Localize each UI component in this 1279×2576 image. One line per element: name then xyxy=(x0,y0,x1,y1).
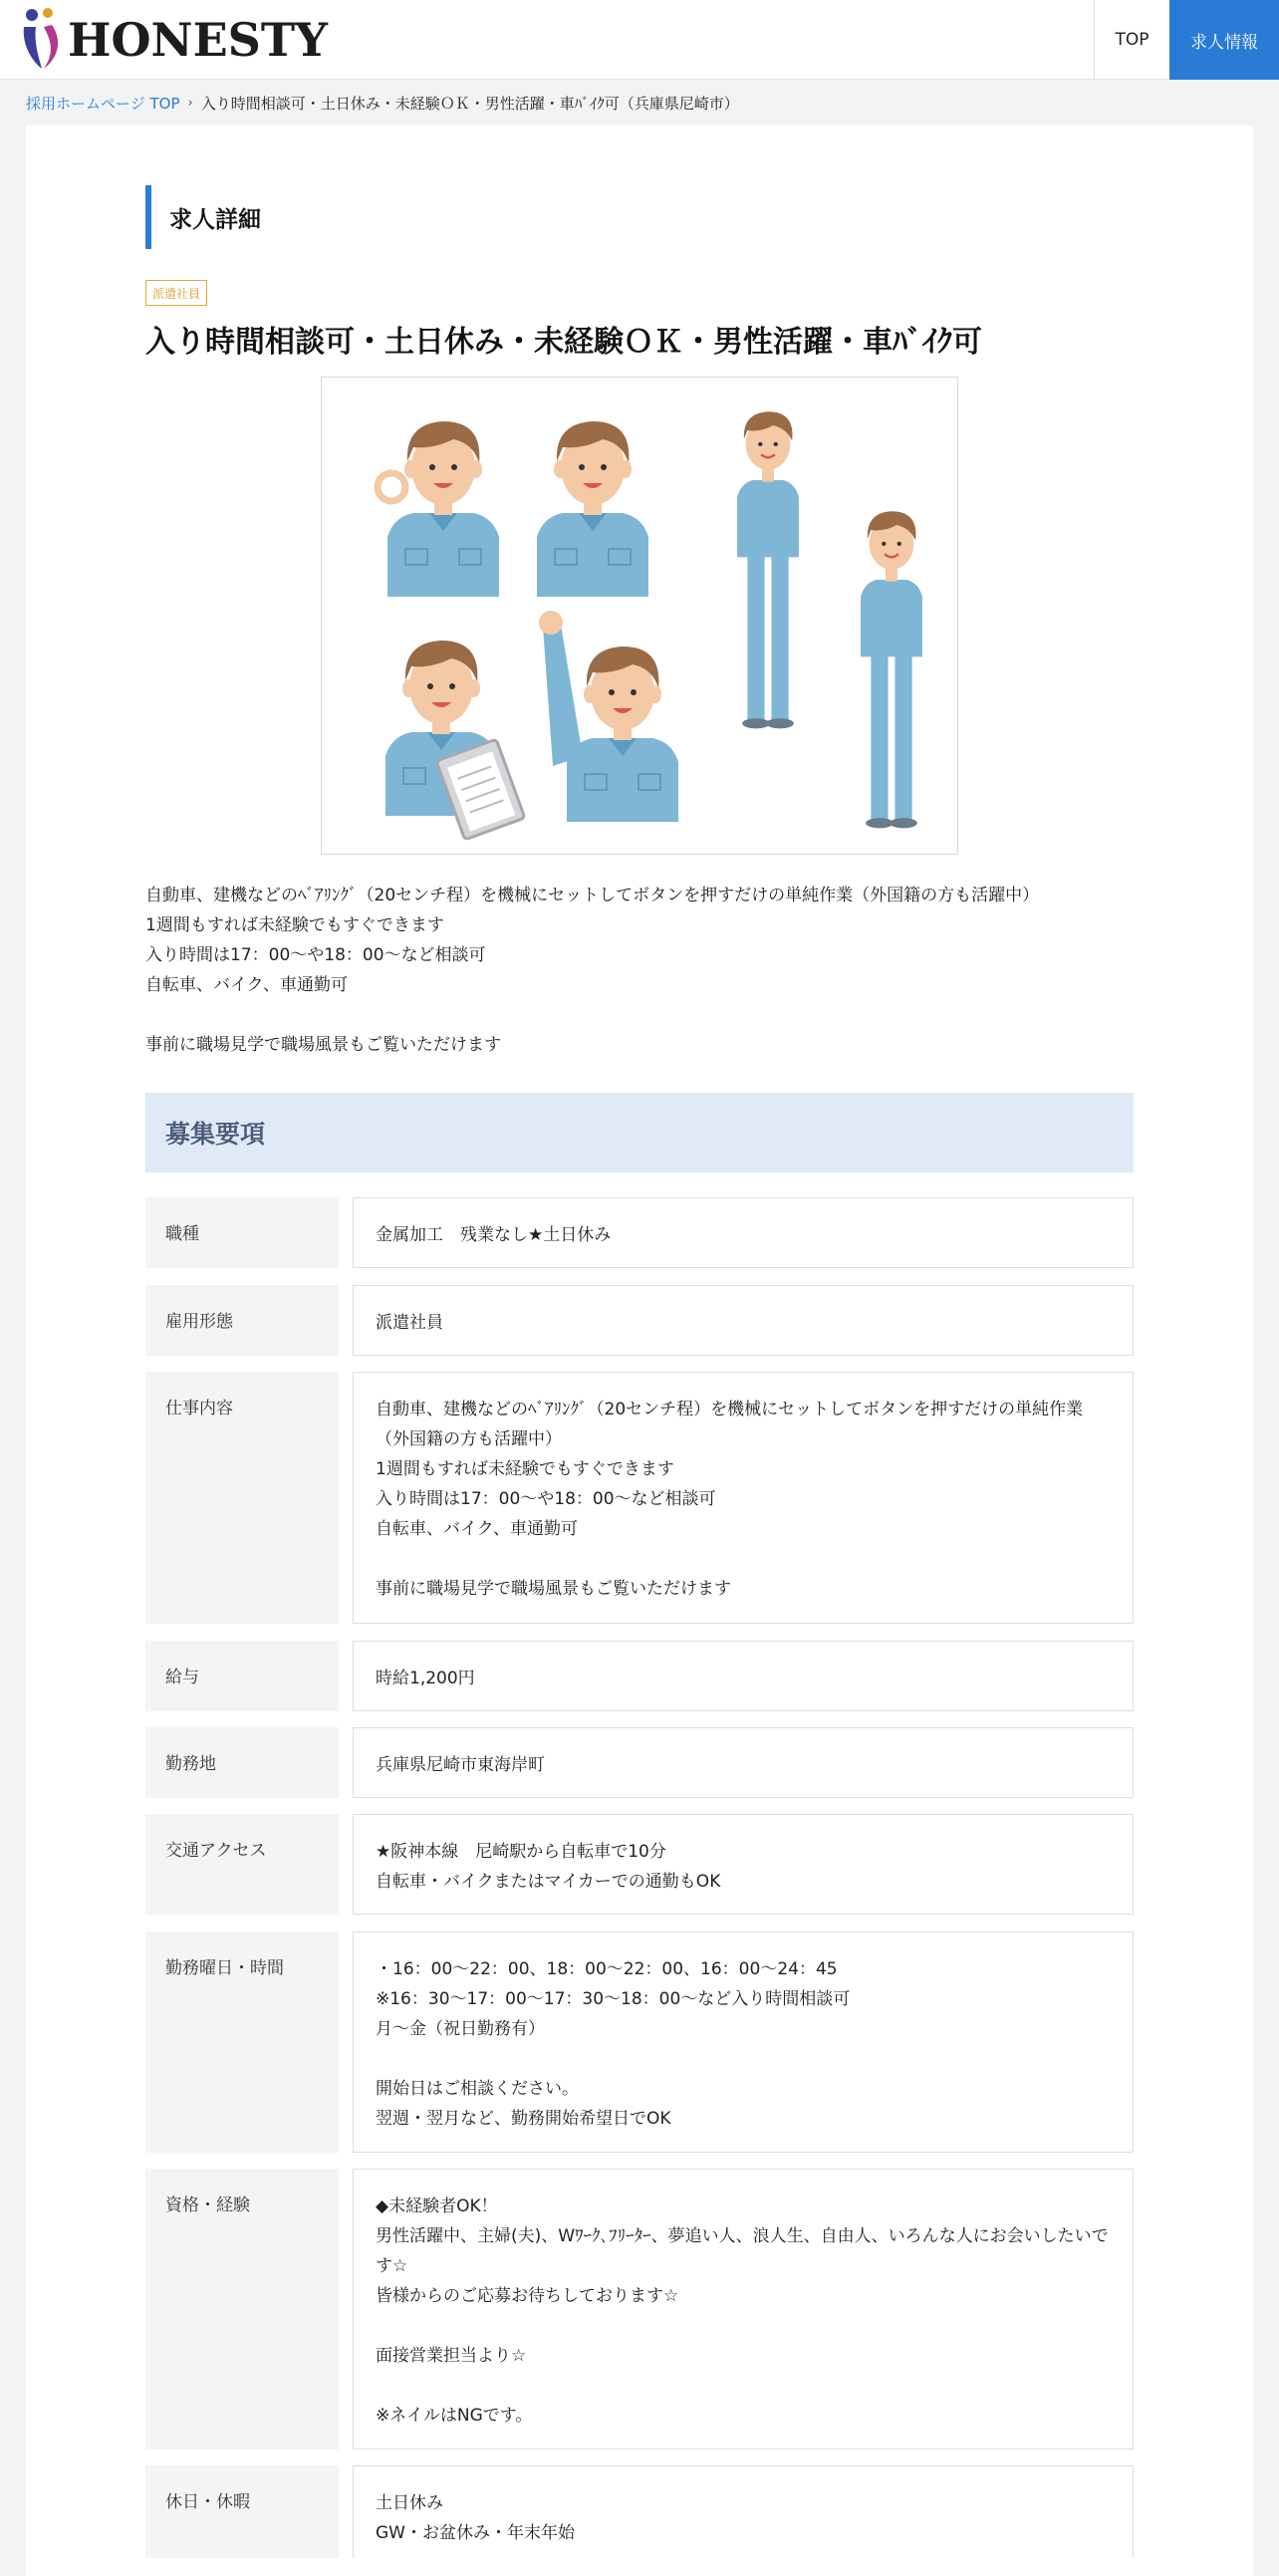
row-value-salary xyxy=(353,1641,1134,1711)
row-value-line: 面接営業担当より☆ xyxy=(376,2346,527,2366)
row-value-access xyxy=(353,1814,1134,1915)
row-value-line: GW・お盆休み・年末年始 xyxy=(376,2523,575,2543)
row-value-line: 自転車・バイクまたはマイカーでの通勤もOK xyxy=(376,1872,721,1892)
row-value-line xyxy=(376,2371,1111,2401)
intro-line xyxy=(145,1000,1039,1030)
row-value-line: 翌週・翌月など、勤務開始希望日でOK xyxy=(376,2109,671,2129)
breadcrumb-separator: › xyxy=(187,96,193,111)
row-value-line: 土日休み xyxy=(376,2493,443,2513)
logo-text: HONESTY xyxy=(68,13,328,67)
row-value-qualifications xyxy=(353,2169,1134,2449)
intro-line: 自転車、バイク、車通勤可 xyxy=(145,975,348,995)
row-value-line: 男性活躍中、主婦(夫)、Wﾜｰｸ､ﾌﾘｰﾀｰ、夢追い人、浪人生、自由人、いろんな人にお会いしたいで xyxy=(376,2226,1109,2246)
row-label-salary: 給与 xyxy=(145,1641,339,1711)
row-label-holidays: 休日・休暇 xyxy=(145,2465,339,2558)
site-header xyxy=(0,0,1279,80)
breadcrumb-home-link[interactable]: 採用ホームページ TOP xyxy=(26,95,180,113)
breadcrumb-current: 入り時間相談可・土日休み・未経験ＯＫ・男性活躍・車ﾊﾞｲｸ可（兵庫県尼崎市） xyxy=(200,95,739,113)
row-value-line: 開始日はご相談ください。 xyxy=(376,2079,579,2099)
intro-line: 事前に職場見学で職場風景もご覧いただけます xyxy=(145,1035,501,1055)
row-label-access: 交通アクセス xyxy=(145,1814,339,1915)
row-value-line: 金属加工 残業なし★土日休み xyxy=(376,1225,612,1245)
breadcrumb xyxy=(26,93,739,114)
row-value-holidays xyxy=(353,2465,1134,2558)
row-value-line: ★阪神本線 尼崎駅から自転車で10分 xyxy=(376,1842,666,1862)
row-value-employment-type xyxy=(353,1285,1134,1356)
intro-line: 入り時間は17：00～や18：00～など相談可 xyxy=(145,945,486,965)
row-value-line: 時給1,200円 xyxy=(376,1669,475,1688)
row-label-employment-type: 雇用形態 xyxy=(145,1285,339,1356)
row-value-work-hours xyxy=(353,1932,1134,2153)
row-value-line: ※ネイルはNGです。 xyxy=(376,2406,533,2426)
row-value-line: 月～金（祝日勤務有） xyxy=(376,2019,545,2039)
nav-top-link[interactable]: TOP xyxy=(1094,0,1169,80)
row-label-job-type: 職種 xyxy=(145,1197,339,1268)
row-value-line: 自動車、建機などのﾍﾞｱﾘﾝｸﾞ（20センチ程）を機械にセットしてボタンを押すだけの単純作業 xyxy=(376,1400,1084,1419)
row-value-line: 派遣社員 xyxy=(376,1313,443,1333)
row-value-line: 自転車、バイク、車通勤可 xyxy=(376,1519,578,1539)
section-title: 求人詳細 xyxy=(145,185,261,249)
row-value-line: ・16：00～22：00、18：00～22：00、16：00～24：45 xyxy=(376,1959,838,1979)
workers-illustration-graphic xyxy=(322,378,957,854)
row-value-line xyxy=(376,2044,1111,2074)
row-label-job-description: 仕事内容 xyxy=(145,1372,339,1624)
job-title: 入り時間相談可・土日休み・未経験ＯＫ・男性活躍・車ﾊﾞｲｸ可 xyxy=(145,325,982,360)
row-value-location xyxy=(353,1727,1134,1798)
row-value-line: 1週間もすれば未経験でもすぐできます xyxy=(376,1459,674,1479)
row-value-line: 事前に職場見学で職場風景もご覧いただけます xyxy=(376,1579,731,1599)
row-label-location: 勤務地 xyxy=(145,1727,339,1798)
row-label-work-hours: 勤務曜日・時間 xyxy=(145,1932,339,2153)
row-value-line: ◆未経験者OK！ xyxy=(376,2196,498,2216)
intro-line: 1週間もすれば未経験でもすぐできます xyxy=(145,915,444,935)
intro-line: 自動車、建機などのﾍﾞｱﾘﾝｸﾞ（20センチ程）を機械にセットしてボタンを押すだけの単純作業（外国籍の方も活躍中） xyxy=(145,886,1040,905)
job-intro xyxy=(145,881,1039,1060)
row-value-line xyxy=(376,1544,1111,1574)
row-label-qualifications: 資格・経験 xyxy=(145,2169,339,2449)
row-value-job-description xyxy=(353,1372,1134,1624)
row-value-job-type xyxy=(353,1197,1134,1268)
site-logo[interactable] xyxy=(18,4,328,76)
row-value-line: 入り時間は17：00～や18：00～など相談可 xyxy=(376,1489,716,1509)
row-value-line: 兵庫県尼崎市東海岸町 xyxy=(376,1755,545,1775)
workers-illustration xyxy=(321,377,958,855)
employment-type-badge: 派遣社員 xyxy=(145,280,207,306)
row-value-line: （外国籍の方も活躍中） xyxy=(376,1429,562,1449)
row-value-line: ※16：30～17：00～17：30～18：00～など入り時間相談可 xyxy=(376,1989,851,2009)
row-value-line: 皆様からのご応募お待ちしております☆ xyxy=(376,2286,679,2306)
requirements-heading: 募集要項 xyxy=(145,1093,1134,1172)
row-value-line xyxy=(376,2311,1111,2341)
row-value-line: す☆ xyxy=(376,2256,408,2276)
nav-job-info-link[interactable]: 求人情報 xyxy=(1169,0,1279,80)
logo-mark-icon xyxy=(18,5,66,75)
